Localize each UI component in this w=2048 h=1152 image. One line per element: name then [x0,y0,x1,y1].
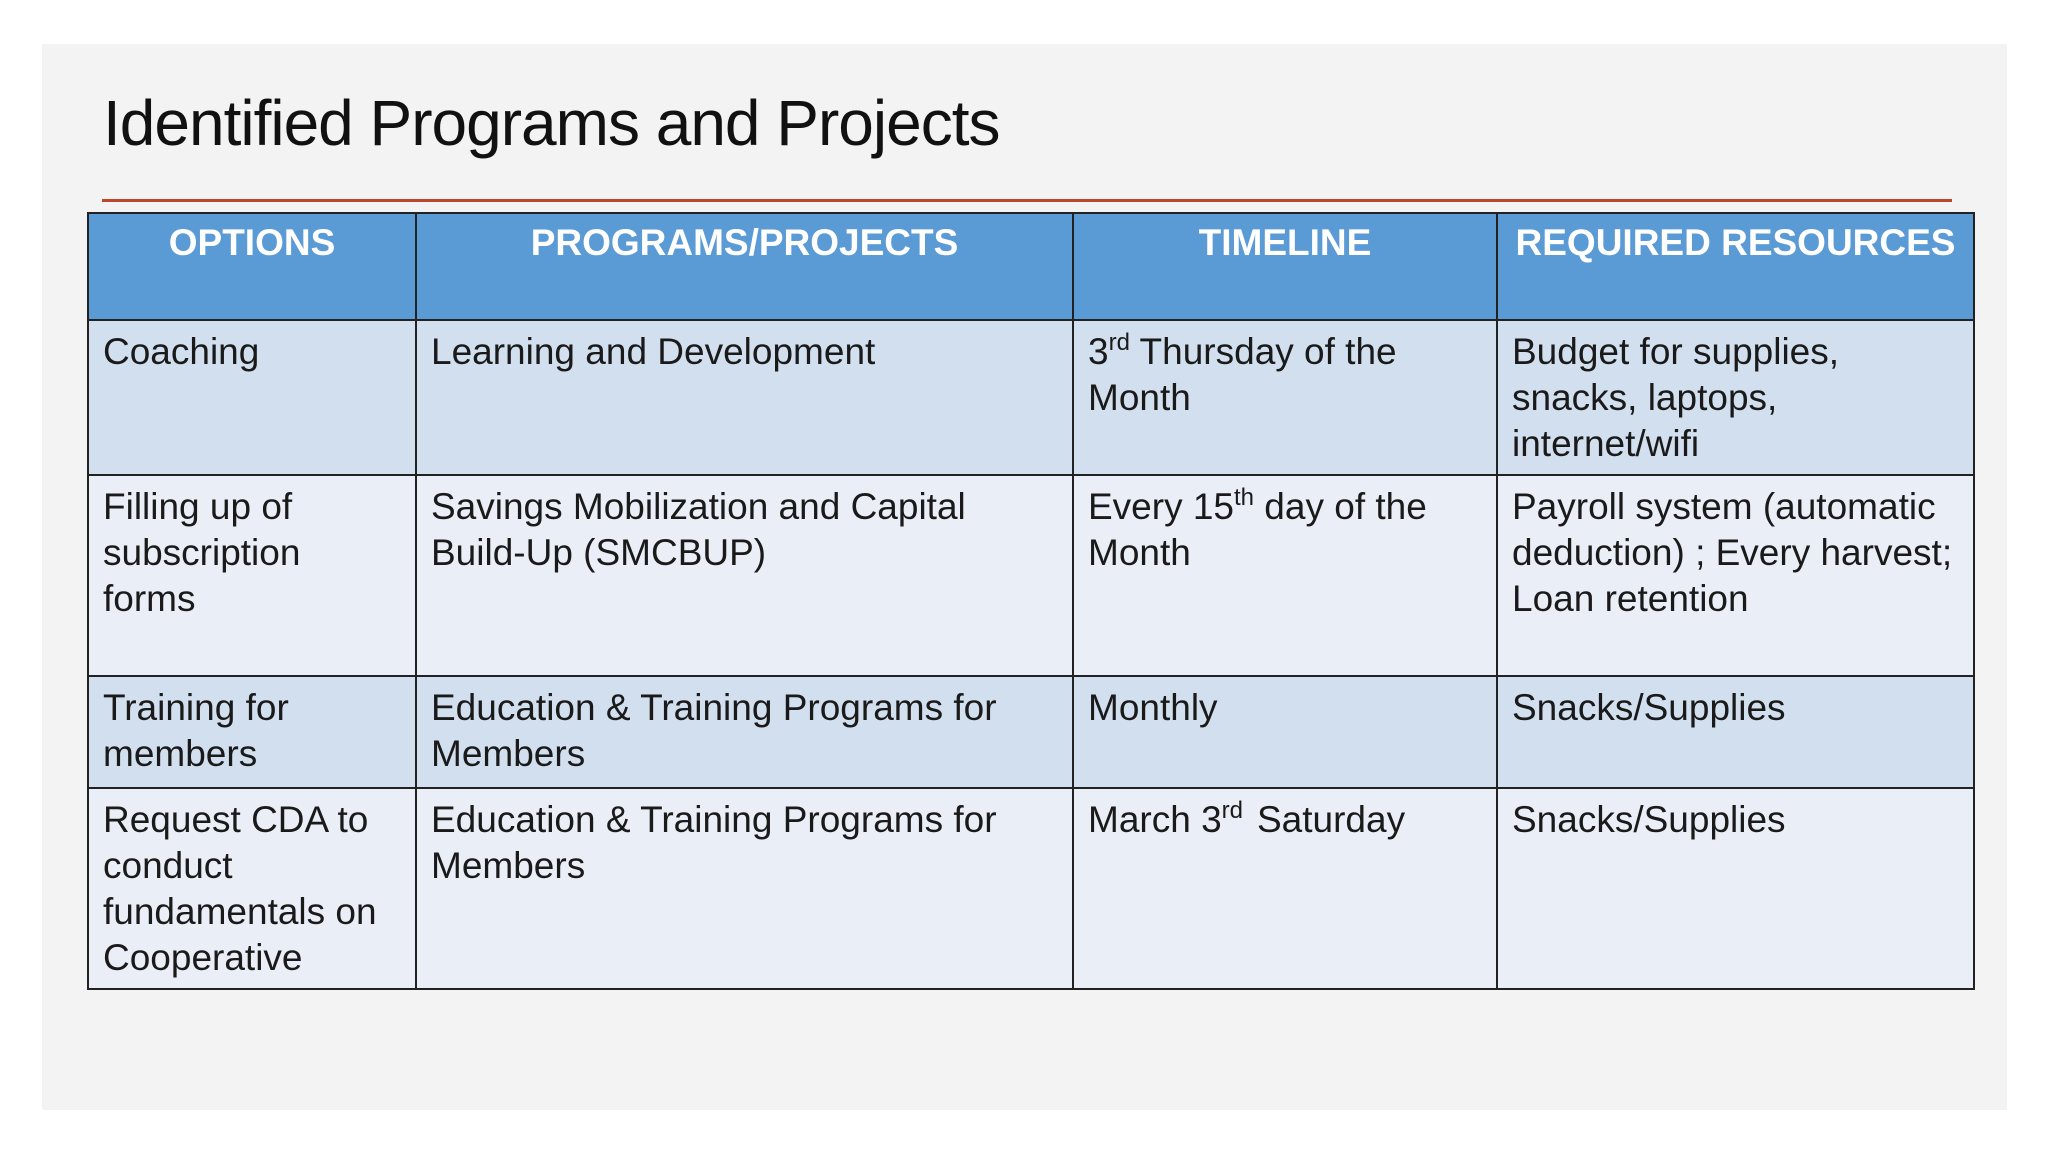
cell-resources [1497,788,1974,989]
resource-line: Snacks/Supplies [1512,687,1786,728]
ordinal-suffix: rd [1108,329,1130,356]
cell-timeline [1073,320,1497,475]
cell-program: Savings Mobilization and Capital Build-Up (SMCBUP) [416,475,1073,676]
table-row [88,788,1974,989]
cell-program: Education & Training Programs for Members [416,676,1073,788]
cell-resources [1497,676,1974,788]
timeline-text: Every 15 [1088,486,1235,527]
ordinal-suffix: th [1234,484,1255,511]
timeline-text: Thursday of the Month [1088,331,1397,418]
header-required-resources: REQUIRED RESOURCES [1497,213,1974,320]
header-programs-projects: PROGRAMS/PROJECTS [416,213,1073,320]
cell-timeline [1073,676,1497,788]
title-underline [102,199,1952,202]
timeline-text: 3 [1088,331,1109,372]
resource-line: Budget for supplies, snacks, laptops, internet/wifi [1512,331,1840,464]
ordinal-suffix: rd [1221,797,1243,824]
programs-table [87,212,1975,990]
resource-line: Loan retention [1512,578,1749,619]
resource-line: Snacks/Supplies [1512,799,1786,840]
cell-program: Education & Training Programs for Members [416,788,1073,989]
timeline-text: Saturday [1257,799,1406,840]
table-row [88,676,1974,788]
cell-resources [1497,320,1974,475]
table-row [88,320,1974,475]
table-row [88,475,1974,676]
timeline-text: March 3 [1088,799,1222,840]
cell-program: Learning and Development [416,320,1073,475]
timeline-text: Monthly [1088,687,1218,728]
resource-line: Payroll system (automatic deduction) ; Every harvest; [1512,486,1953,573]
slide [42,44,2007,1110]
cell-timeline [1073,475,1497,676]
slide-title: Identified Programs and Projects [103,87,1000,159]
header-timeline: TIMELINE [1073,213,1497,320]
cell-resources [1497,475,1974,676]
cell-option: Request CDA to conduct fundamentals on Cooperative [88,788,416,989]
cell-option: Coaching [88,320,416,475]
cell-option: Training for members [88,676,416,788]
timeline-text: day of the Month [1088,486,1427,573]
cell-option: Filling up of subscription forms [88,475,416,676]
cell-timeline [1073,788,1497,989]
header-options: OPTIONS [88,213,416,320]
table-header-row [88,213,1974,320]
